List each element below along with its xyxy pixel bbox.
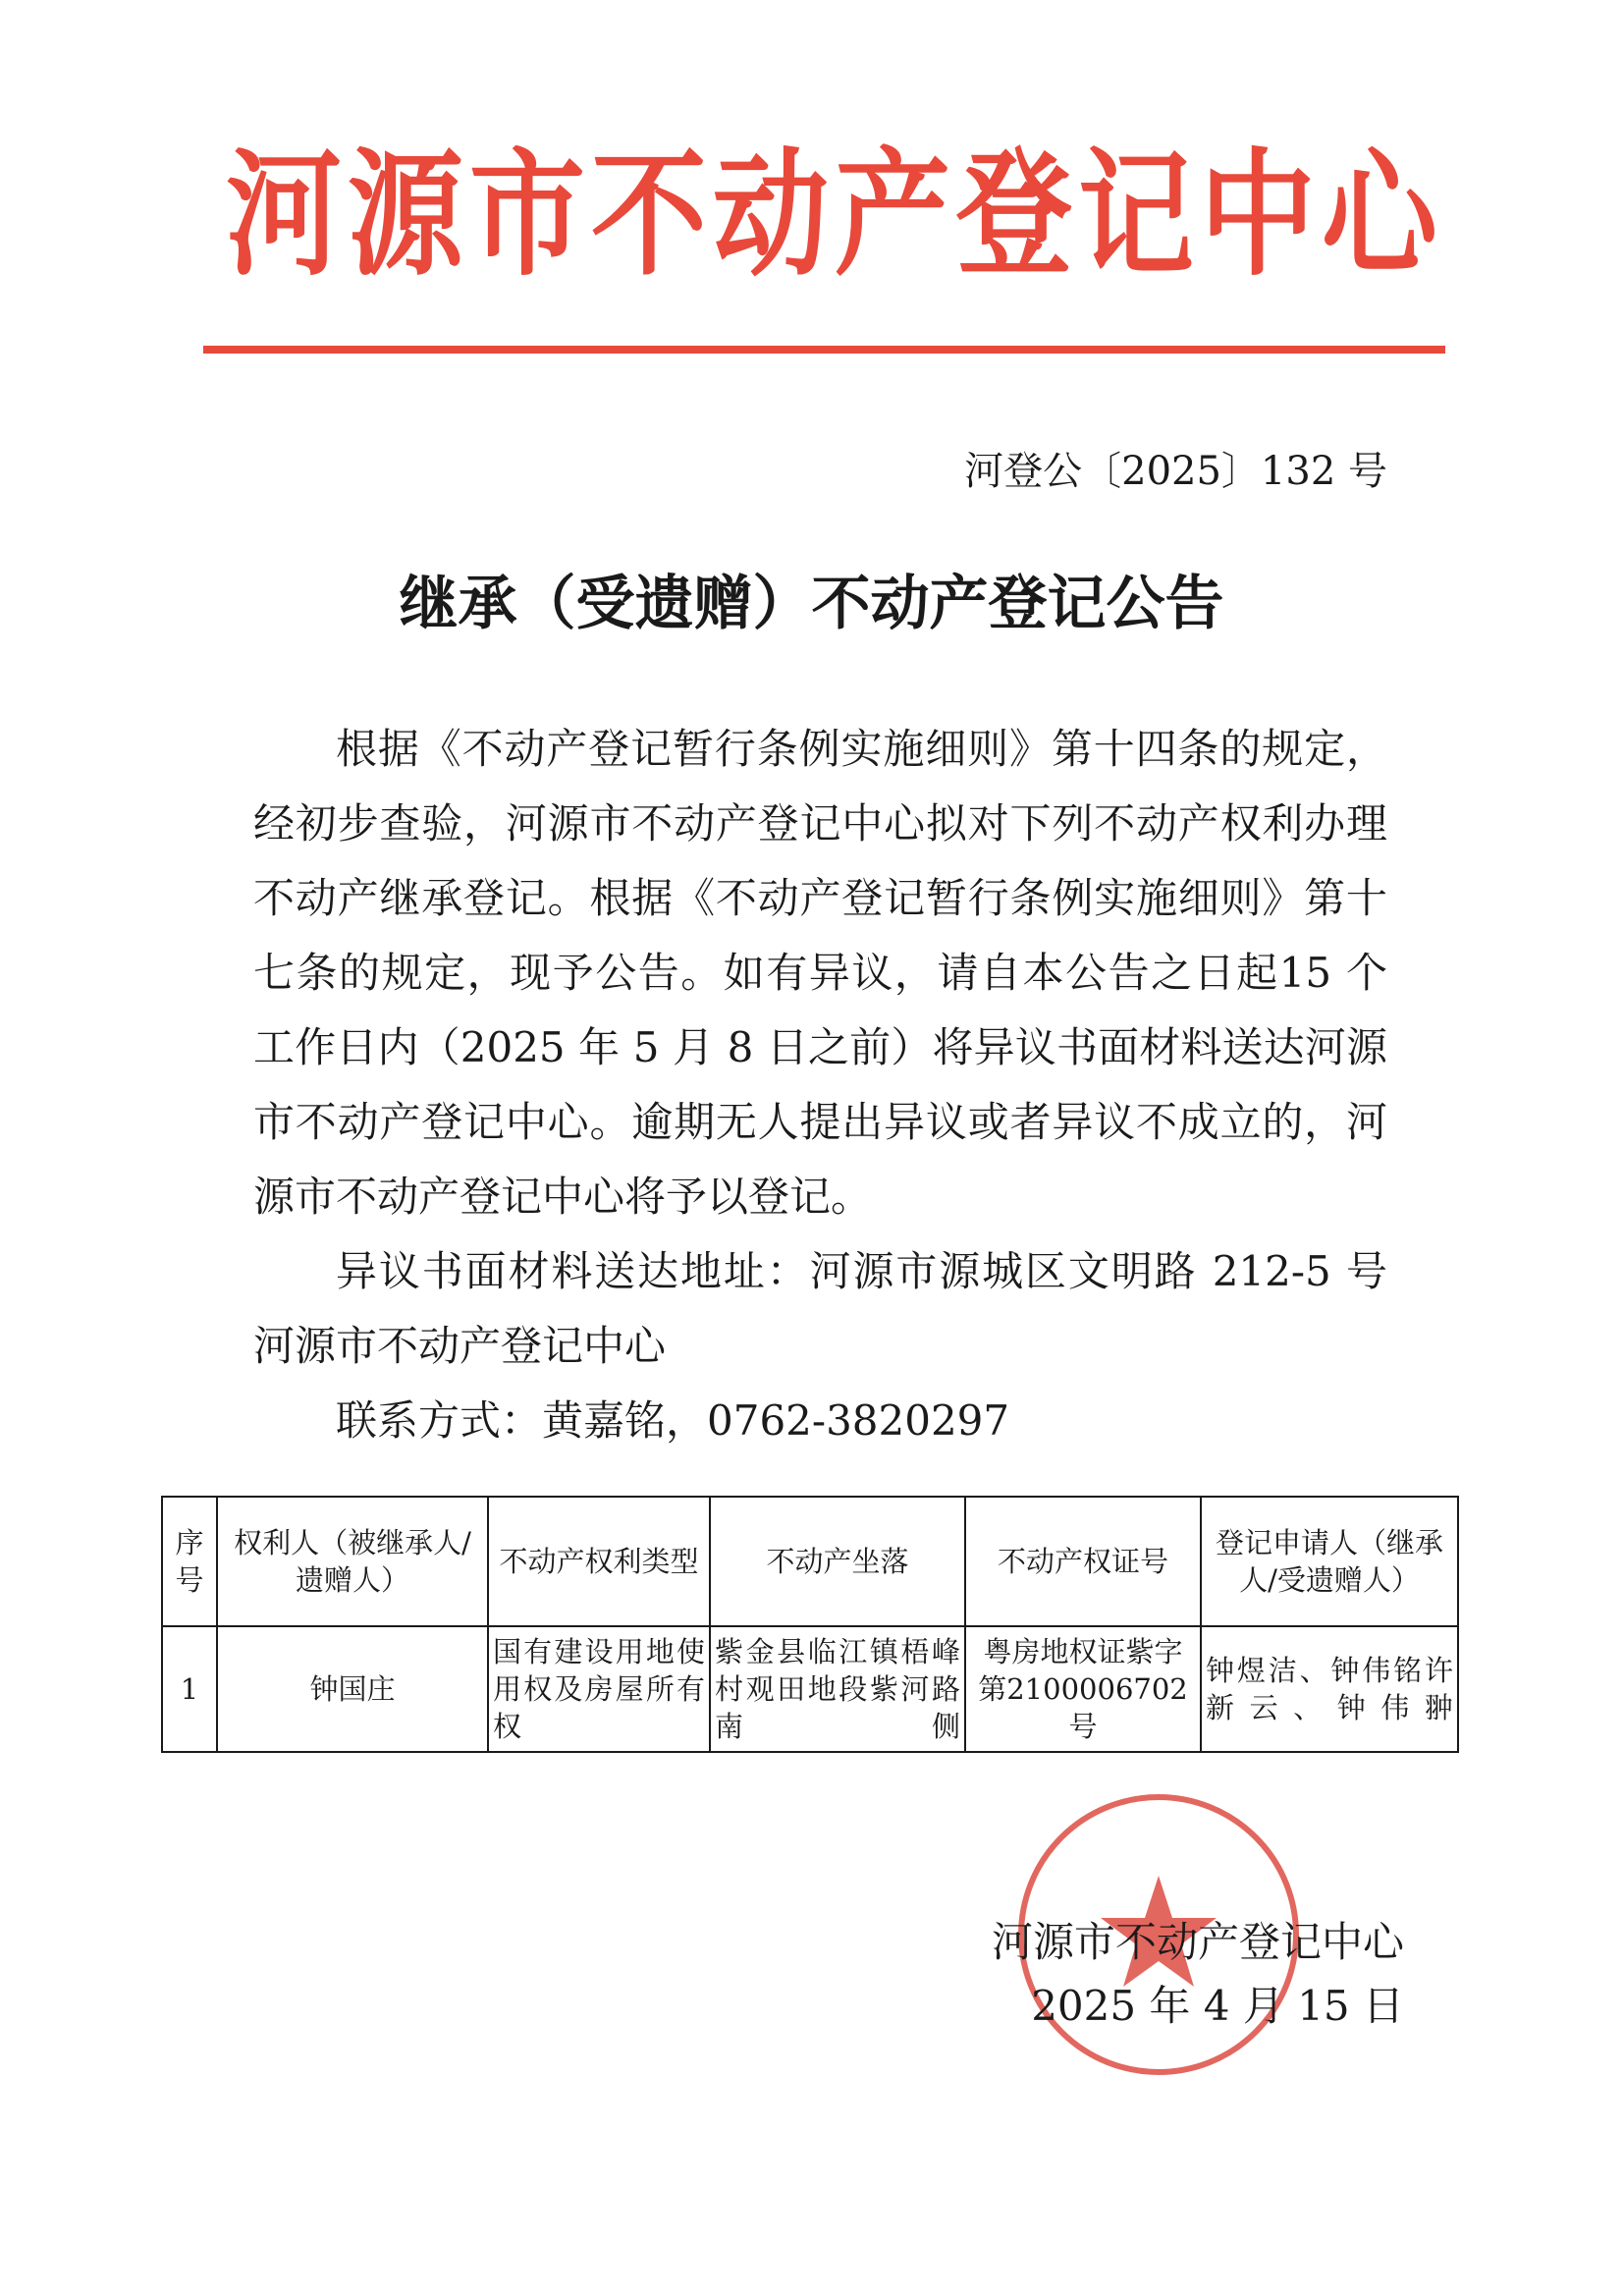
table-header-row: [162, 1497, 1458, 1626]
body-paragraph-address: 异议书面材料送达地址：河源市源城区文明路 212-5 号河源市不动产登记中心: [253, 1247, 1387, 1370]
cell-index: 1: [162, 1626, 217, 1752]
header-certificate: 不动产权证号: [965, 1497, 1201, 1626]
notice-body: [253, 712, 1387, 1458]
cell-applicants: 钟煜洁、钟伟铭许新云、钟伟翀: [1201, 1626, 1458, 1752]
signature-block: [884, 1910, 1404, 2038]
cell-holder: 钟国庄: [217, 1626, 488, 1752]
body-paragraph-main: 根据《不动产登记暂行条例实施细则》第十四条的规定，经初步查验，河源市不动产登记中心拟对下列不动产权利办理不动产继承登记。根据《不动产登记暂行条例实施细则》第十七条的规定，现予公告。如有异议，请自本公告之日起15 个工作日内（2025 年 5 月 8 日之前）将异议书面材料送达河源市不动产登记中心。逾期无人提出异议或者异议不成立的，河源市不动产登记中心将予以登记。: [253, 725, 1387, 1221]
masthead-title: 河源市不动产登记中心: [225, 133, 1443, 295]
header-applicants: 登记申请人（继承人/受遗赠人）: [1201, 1497, 1458, 1626]
masthead-divider: [203, 346, 1445, 354]
document-title: 继承（受遗赠）不动产登记公告: [399, 570, 1224, 638]
header-holder: 权利人（被继承人/遗赠人）: [217, 1497, 488, 1626]
body-paragraph-contact: 联系方式：黄嘉铭，0762-3820297: [336, 1396, 1010, 1445]
header-location: 不动产坐落: [710, 1497, 965, 1626]
signature-date: 2025 年 4 月 15 日: [1031, 1982, 1404, 2030]
header-index: 序号: [162, 1497, 217, 1626]
cell-right-type: 国有建设用地使用权及房屋所有权: [488, 1626, 710, 1752]
property-table: [161, 1496, 1459, 1753]
cell-certificate: 粤房地权证紫字第2100006702 号: [965, 1626, 1201, 1752]
document-number: 河登公〔2025〕132 号: [964, 449, 1387, 494]
signature-org: 河源市不动产登记中心: [991, 1918, 1404, 1966]
header-right-type: 不动产权利类型: [488, 1497, 710, 1626]
table-row: [162, 1626, 1458, 1752]
cell-location: 紫金县临江镇梧峰村观田地段紫河路南侧: [710, 1626, 965, 1752]
